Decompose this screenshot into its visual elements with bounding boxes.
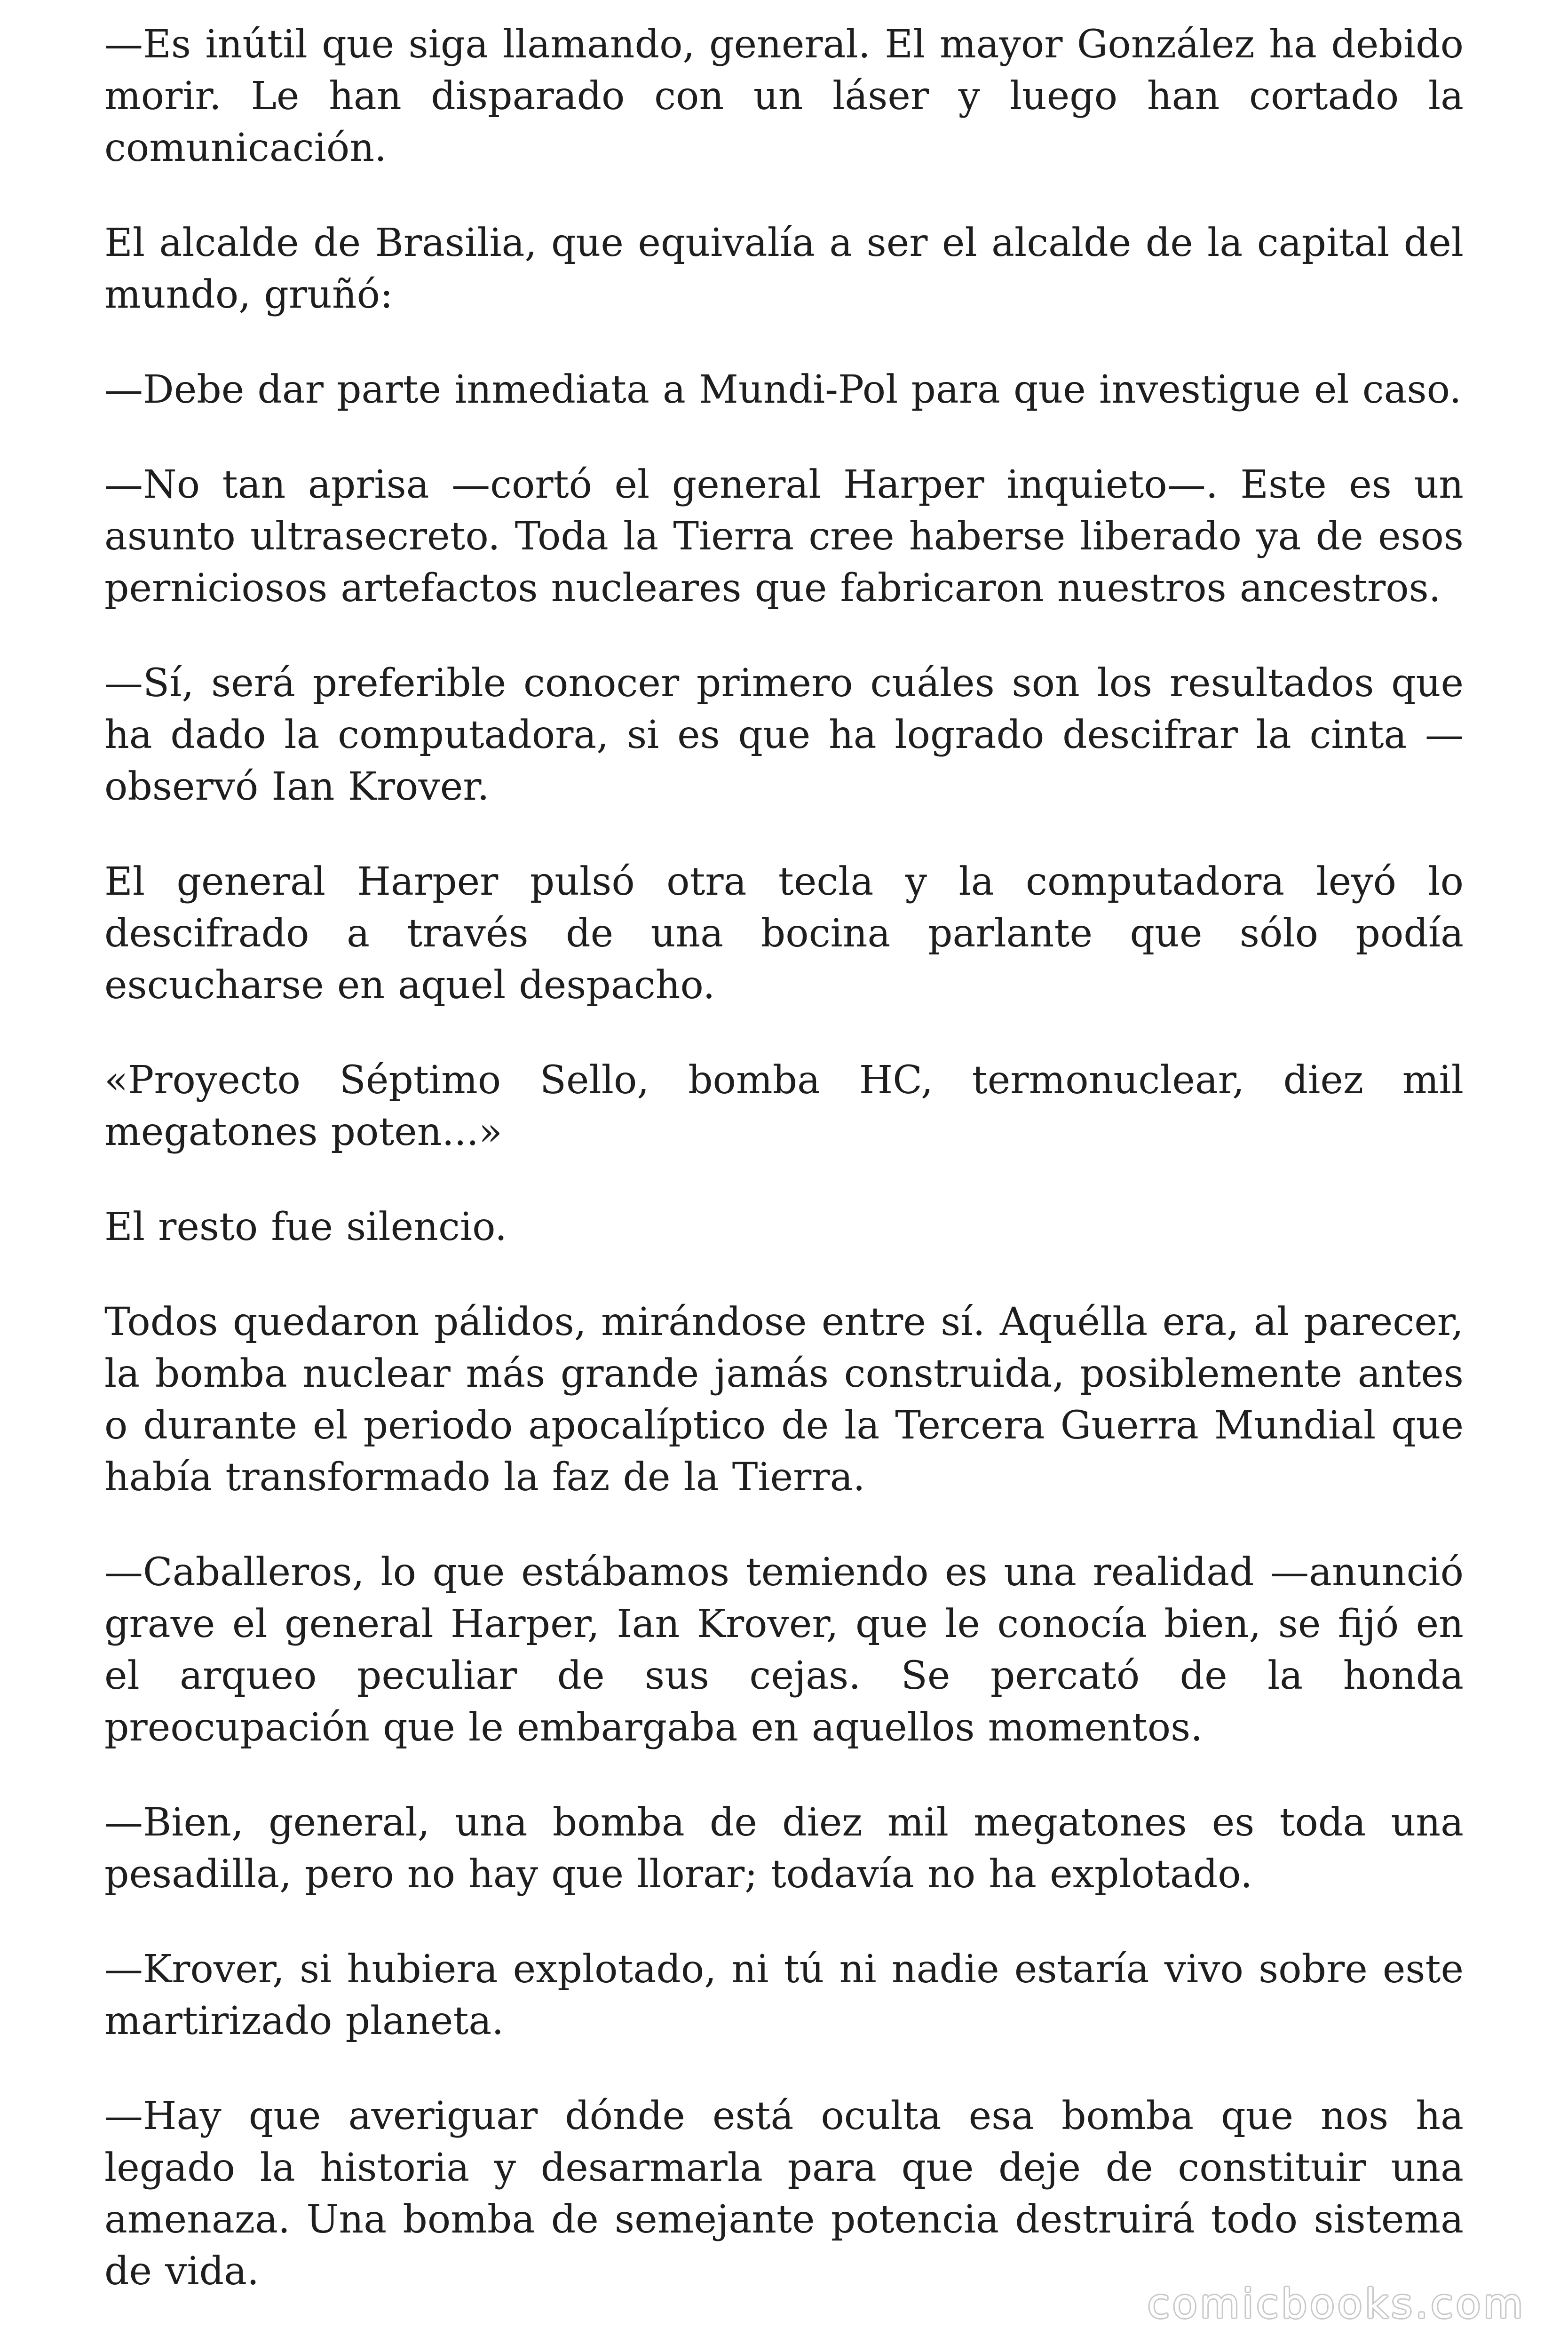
paragraph-2: El alcalde de Brasilia, que equivalía a ser el alcalde de la capital del mundo, gruñó:	[104, 221, 1464, 317]
paragraph-7: «Proyecto Séptimo Sello, bomba HC, termonuclear, diez mil megatones poten...»	[104, 1058, 1464, 1154]
paragraph-8: El resto fue silencio.	[104, 1205, 507, 1249]
paragraph-9: Todos quedaron pálidos, mirándose entre sí. Aquélla era, al parecer, la bomba nuclear más grande jamás construida, posiblemente antes o durante el periodo apocalíptico de la Tercera Guerra Mundial que había transformado la faz de la Tierra.	[104, 1300, 1464, 1500]
paragraph-11: —Bien, general, una bomba de diez mil megatones es toda una pesadilla, pero no hay que llorar; todavía no ha explotado.	[104, 1800, 1464, 1897]
watermark-logo: comicbooks.com	[1147, 2280, 1526, 2328]
paragraph-6: El general Harper pulsó otra tecla y la computadora leyó lo descifrado a través de una bocina parlante que sólo podía escucharse en aquel despacho.	[104, 859, 1464, 1008]
paragraph-1: —Es inútil que siga llamando, general. El mayor González ha debido morir. Le han disparado con un láser y luego han cortado la comunicación.	[104, 22, 1464, 170]
paragraph-10: —Caballeros, lo que estábamos temiendo es una realidad —anunció grave el general Harper, Ian Krover, que le conocía bien, se fijó en el arqueo peculiar de sus cejas. Se percató de la honda preocupación que le embargaba en aquellos momentos.	[104, 1550, 1464, 1750]
paragraph-3: —Debe dar parte inmediata a Mundi-Pol para que investigue el caso.	[104, 367, 1462, 412]
paragraph-13: —Hay que averiguar dónde está oculta esa bomba que nos ha legado la historia y desarmarla para que deje de constituir una amenaza. Una bomba de semejante potencia destruirá todo sistema de vida.	[104, 2094, 1464, 2294]
paragraph-12: —Krover, si hubiera explotado, ni tú ni nadie estaría vivo sobre este martirizado planeta.	[104, 1947, 1464, 2043]
document-page	[104, 19, 1464, 2341]
paragraph-5: —Sí, será preferible conocer primero cuáles son los resultados que ha dado la computadora, si es que ha logrado descifrar la cinta —observó Ian Krover.	[104, 661, 1464, 809]
paragraph-4: —No tan aprisa —cortó el general Harper inquieto—. Este es un asunto ultrasecreto. Toda la Tierra cree haberse liberado ya de esos perniciosos artefactos nucleares que fabricaron nuestros ancestros.	[104, 462, 1464, 611]
